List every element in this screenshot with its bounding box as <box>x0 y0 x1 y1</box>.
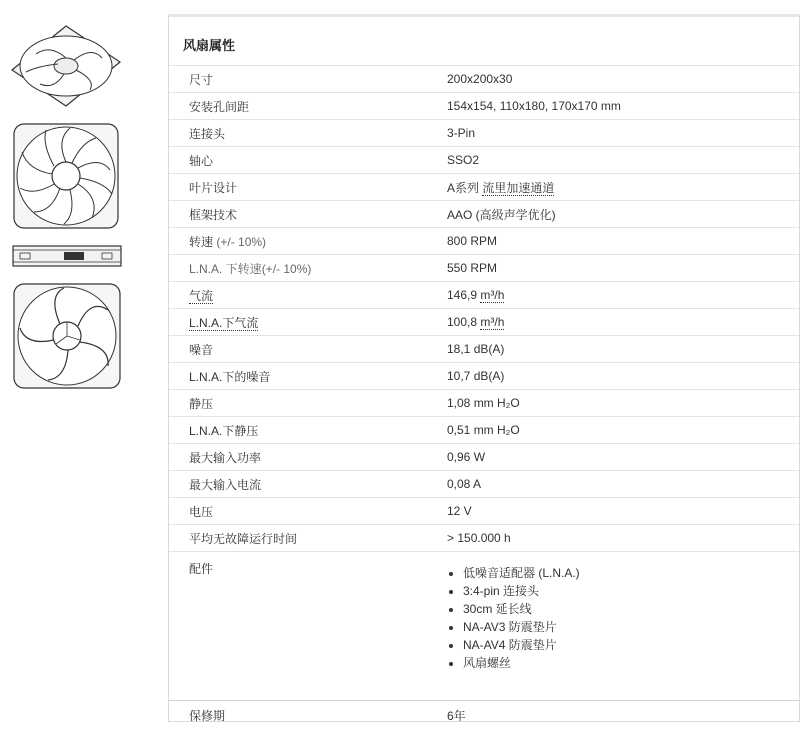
list-item: • 30cm 延长线 <box>463 600 799 618</box>
table-row <box>169 498 799 525</box>
table-row <box>169 228 799 255</box>
spec-label: 平均无故障运行时间 <box>169 525 447 552</box>
spec-table <box>169 65 799 729</box>
spec-value: 550 RPM <box>447 255 799 282</box>
table-row <box>169 282 799 309</box>
spec-value: 800 RPM <box>447 228 799 255</box>
spec-label: 电压 <box>169 498 447 525</box>
spec-label: 噪音 <box>169 336 447 363</box>
tolerance-text: (+/- 10%) <box>216 234 267 249</box>
table-row <box>169 363 799 390</box>
fan-front-icon[interactable] <box>12 122 120 230</box>
table-row <box>169 444 799 471</box>
spec-label: L.N.A.下的噪音 <box>169 363 447 390</box>
spec-label: 最大输入电流 <box>169 471 447 498</box>
list-item: • NA-AV3 防震垫片 <box>463 618 799 636</box>
table-row <box>169 525 799 552</box>
spec-label <box>169 255 447 282</box>
spec-label-text: 转速 <box>189 234 214 249</box>
spec-label: 连接头 <box>169 120 447 147</box>
unit-link[interactable]: m³/h <box>480 315 505 329</box>
spec-label: 静压 <box>169 390 447 417</box>
spec-value-text: 146,9 <box>447 288 478 302</box>
list-item: • 低噪音适配器 (L.N.A.) <box>463 564 799 582</box>
spec-value: 3-Pin <box>447 120 799 147</box>
spec-label: 保修期 <box>169 701 447 730</box>
table-row <box>169 701 799 730</box>
spec-label <box>169 228 447 255</box>
table-row <box>169 66 799 93</box>
spec-label: 配件 <box>169 552 447 701</box>
blade-design-link[interactable]: 流里加速通道 <box>482 180 555 195</box>
spec-value: 12 V <box>447 498 799 525</box>
table-row <box>169 552 799 701</box>
spec-value: 1,08 mm H₂O <box>447 390 799 417</box>
list-item: • 风扇螺丝 <box>463 654 799 672</box>
spec-value: 0,08 A <box>447 471 799 498</box>
list-item: • NA-AV4 防震垫片 <box>463 636 799 654</box>
table-row <box>169 255 799 282</box>
spec-label <box>169 282 447 309</box>
spec-value <box>447 282 799 309</box>
thumbnail-strip <box>0 0 140 730</box>
table-row <box>169 201 799 228</box>
fan-rear-icon[interactable] <box>12 282 122 390</box>
fan-perspective-icon[interactable] <box>10 24 122 108</box>
spec-value: 200x200x30 <box>447 66 799 93</box>
spec-label: 最大输入功率 <box>169 444 447 471</box>
tolerance-text: (+/- 10%) <box>261 261 312 276</box>
spec-label: 轴心 <box>169 147 447 174</box>
spec-value: 10,7 dB(A) <box>447 363 799 390</box>
table-row <box>169 309 799 336</box>
table-row <box>169 417 799 444</box>
spec-label <box>169 309 447 336</box>
table-row <box>169 336 799 363</box>
accessories-list <box>463 564 799 672</box>
panel-title: 风扇属性 <box>183 38 236 53</box>
spec-value: 0,96 W <box>447 444 799 471</box>
table-row <box>169 120 799 147</box>
spec-value-text: A系列 <box>447 180 480 195</box>
spec-value: 18,1 dB(A) <box>447 336 799 363</box>
table-row <box>169 471 799 498</box>
spec-value <box>447 174 799 201</box>
spec-value: SSO2 <box>447 147 799 174</box>
spec-value: > 150.000 h <box>447 525 799 552</box>
spec-label: 叶片设计 <box>169 174 447 201</box>
spec-value: 0,51 mm H₂O <box>447 417 799 444</box>
spec-value-text: 100,8 <box>447 315 478 329</box>
table-row <box>169 93 799 120</box>
spec-value <box>447 552 799 701</box>
spec-value: AAO (高级声学优化) <box>447 201 799 228</box>
spec-label: 安装孔间距 <box>169 93 447 120</box>
spec-value: 6年 <box>447 701 799 730</box>
list-item: • 3:4-pin 连接头 <box>463 582 799 600</box>
spec-value <box>447 309 799 336</box>
spec-value: 154x154, 110x180, 170x170 mm <box>447 93 799 120</box>
fan-side-icon[interactable] <box>12 244 122 268</box>
spec-label: L.N.A.下静压 <box>169 417 447 444</box>
airflow-label-link[interactable]: 气流 <box>189 288 214 303</box>
fan-properties-panel <box>168 14 800 722</box>
table-row <box>169 390 799 417</box>
spec-label: 尺寸 <box>169 66 447 93</box>
table-row <box>169 174 799 201</box>
spec-label: 框架技术 <box>169 201 447 228</box>
lna-airflow-label-link[interactable]: L.N.A.下气流 <box>189 315 259 330</box>
unit-link[interactable]: m³/h <box>480 288 505 302</box>
spec-label-text: L.N.A. 下转速 <box>189 261 262 276</box>
table-row <box>169 147 799 174</box>
